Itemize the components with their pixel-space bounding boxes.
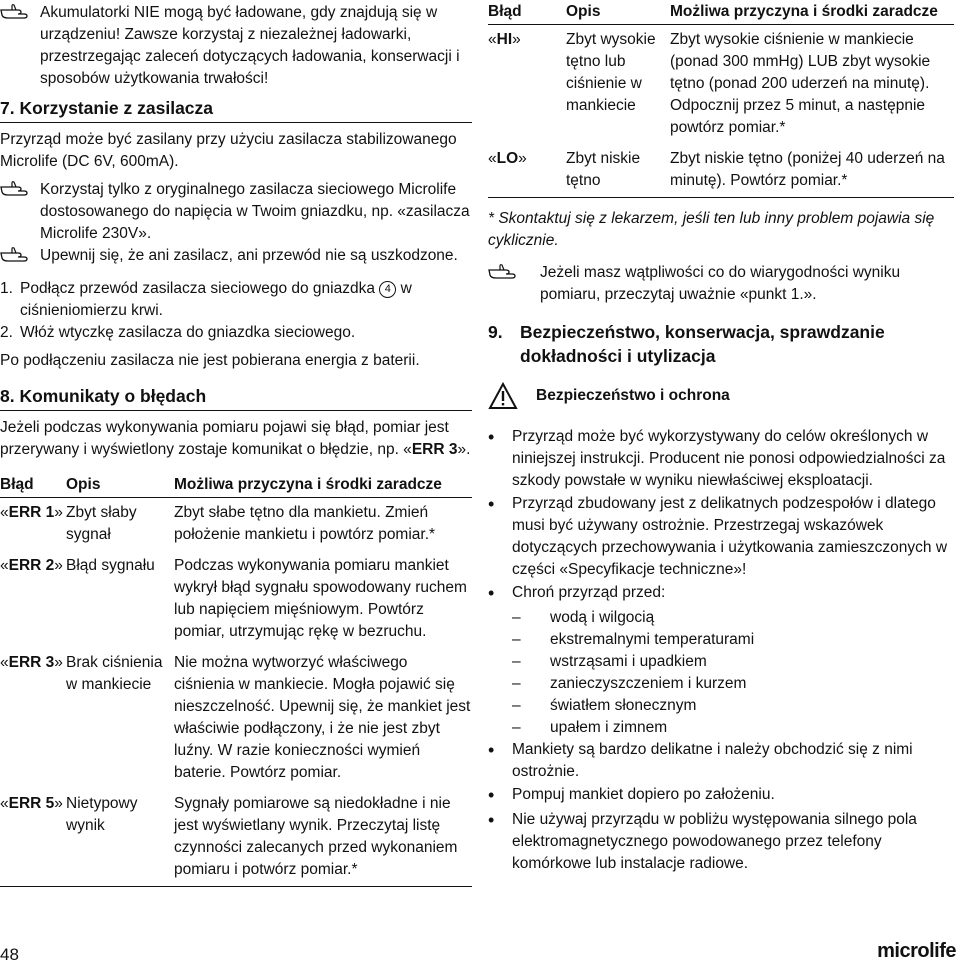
desc-cell: Zbyt słaby sygnał (66, 504, 137, 543)
bullet-icon (488, 809, 512, 875)
list-item-text: zanieczyszczeniem i kurzem (550, 675, 747, 692)
list-item-text: wstrząsami i upadkiem (550, 653, 707, 670)
column-header: Opis (566, 0, 670, 25)
bullet-icon (488, 426, 512, 492)
safety-title: Bezpieczeństwo i ochrona (536, 387, 730, 404)
cause-cell: Zbyt niskie tętno (poniżej 40 uderzeń na minutę). Powtórz pomiar.* (670, 144, 954, 198)
step-text: Włóż wtyczkę zasilacza do gniazdka sieciowego. (20, 324, 356, 341)
error-code-cell: «HI» (488, 31, 521, 48)
list-item-text: Przyrząd może być wykorzystywany do celów określonych w niniejszej instrukcji. Producent nie ponosi odpowiedzialności za szkody powstałe w wyniku niewłaściwej eksploatacji. (512, 428, 946, 489)
desc-cell: Brak ciśnienia w mankiecie (66, 654, 163, 693)
note-text: Akumulatorki NIE mogą być ładowane, gdy znajdują się w urządzeniu! Zawsze korzystaj z niezależnej ładowarki, przestrzegając zaleceń dotyczących ładowania, konserwacji i sposobów użytkowania trwałości! (40, 4, 460, 87)
error-code-cell: «ERR 5» (0, 789, 66, 887)
desc-cell: Zbyt wysokie tętno lub ciśnienie w mankiecie (566, 31, 656, 114)
list-item-text: światłem słonecznym (550, 697, 697, 714)
column-header: Błąd (488, 0, 566, 25)
error-code-cell: «ERR 1» (0, 504, 63, 521)
list-item (488, 739, 954, 783)
column-header: Możliwa przyczyna i środki zaradcze (174, 473, 472, 498)
bullet-icon (488, 739, 512, 783)
cause-cell: Zbyt słabe tętno dla mankietu. Zmień położenie mankietu i powtórz pomiar.* (174, 504, 436, 543)
list-item-text: upałem i zimnem (550, 719, 668, 736)
list-item (488, 582, 954, 606)
safety-list (488, 426, 954, 606)
section-7-intro: Przyrząd może być zasilany przy użyciu zasilacza stabilizowanego Microlife (DC 6V, 600mA). (0, 131, 457, 170)
left-column (0, 0, 472, 887)
section-7-heading (0, 96, 472, 123)
list-item (488, 426, 954, 492)
pointing-hand-icon (0, 245, 40, 272)
warning-icon (488, 382, 518, 410)
table-row (0, 551, 472, 648)
note-batteries (0, 2, 472, 90)
error-code-cell: «LO» (488, 144, 566, 198)
desc-cell: Nietypowy wynik (66, 789, 174, 887)
note-doubt (488, 262, 954, 306)
note-original-adapter (0, 179, 472, 245)
note-check-damage (0, 245, 472, 272)
list-item (0, 278, 472, 322)
error-code: ERR 2 (8, 557, 55, 574)
list-item: – światłem słonecznym (512, 695, 954, 717)
bullet-icon (488, 784, 512, 808)
step-text-b: w ciśnieniomierzu krwi. (20, 280, 412, 319)
error-table-continued (488, 0, 954, 198)
list-item: – ekstremalnymi temperaturami (512, 629, 954, 651)
bullet-icon (488, 582, 512, 606)
list-item (488, 809, 954, 875)
column-header: Opis (66, 473, 174, 498)
list-item-text: Mankiety są bardzo delikatne i należy obchodzić się z nimi ostrożnie. (512, 741, 913, 780)
safety-list-continued (488, 739, 954, 875)
note-text: Jeżeli masz wątpliwości co do wiarygodności wyniku pomiaru, przeczytaj uważnie «punkt 1.». (540, 264, 901, 303)
section-title: 8. Komunikaty o błędach (0, 386, 207, 406)
error-code: ERR 5 (8, 795, 55, 812)
cause-cell: Podczas wykonywania pomiaru mankiet wykrył błąd sygnału spowodowany ruchem lub napięciem mięśniowym. Powtórz pomiar, utrzymując rękę w bezruchu. (174, 557, 467, 640)
intro-text-end: ». (457, 441, 471, 458)
protect-list (512, 607, 954, 739)
list-item (488, 493, 954, 581)
error-code: LO (496, 150, 519, 167)
list-item: – wstrząsami i upadkiem (512, 651, 954, 673)
desc-cell: Zbyt niskie tętno (566, 144, 670, 198)
error-table (0, 473, 472, 887)
section-title: Bezpieczeństwo, konserwacja, sprawdzanie dokładności i utylizacja (520, 322, 885, 366)
error-code: ERR 1 (8, 504, 55, 521)
error-code-cell: «ERR 3» (0, 654, 63, 671)
table-row (0, 498, 472, 552)
circled-number: 4 (379, 281, 396, 298)
list-item: – wodą i wilgocią (512, 607, 954, 629)
step-text (20, 278, 472, 322)
footnote: * Skontaktuj się z lekarzem, jeśli ten lub inny problem pojawia się cyklicznie. (488, 210, 935, 249)
error-code-cell: «ERR 2» (0, 557, 63, 574)
cause-cell: Sygnały pomiarowe są niedokładne i nie jest wyświetlany wynik. Przeczytaj listę czynności zalecanych przed wykonaniem pomiaru i potwórz pomiar.* (174, 789, 472, 887)
list-item-text: Nie używaj przyrządu w pobliżu występowania silnego pola elektromagnetycznego powodowanego przez telefony komórkowe lub instalacje radiowe. (512, 811, 917, 872)
step-number: 2. (0, 324, 13, 341)
list-item: – zanieczyszczeniem i kurzem (512, 673, 954, 695)
table-row (0, 789, 472, 887)
error-code: ERR 3 (8, 654, 55, 671)
list-item-text: Pompuj mankiet dopiero po założeniu. (512, 786, 775, 803)
safety-heading (488, 382, 954, 410)
list-item (0, 322, 472, 344)
section-title: 7. Korzystanie z zasilacza (0, 98, 214, 118)
error-code: ERR 3 (411, 441, 458, 458)
page-number: 48 (0, 945, 19, 964)
section-8-intro (0, 417, 472, 461)
right-column (488, 0, 954, 876)
steps-list (0, 278, 472, 344)
list-item-text: wodą i wilgocią (550, 609, 655, 626)
bullet-icon (488, 493, 512, 581)
pointing-hand-icon (488, 262, 540, 306)
table-row (488, 144, 954, 198)
note-text: Upewnij się, że ani zasilacz, ani przewód nie są uszkodzone. (40, 247, 458, 264)
cause-cell: Zbyt wysokie ciśnienie w mankiecie (ponad 300 mmHg) LUB zbyt wysokie tętno (ponad 200 uderzeń na minutę). Odpocznij przez 5 minut, a następnie powtórz pomiar.* (670, 31, 931, 136)
pointing-hand-icon (0, 179, 40, 245)
list-item (488, 784, 954, 808)
section-number: 9. (488, 322, 503, 342)
desc-cell: Błąd sygnału (66, 557, 155, 574)
section-7-outro: Po podłączeniu zasilacza nie jest pobierana energia z baterii. (0, 352, 420, 369)
step-number: 1. (0, 280, 13, 297)
microlife-logo: microlife (877, 940, 956, 962)
pointing-hand-icon (0, 2, 40, 90)
section-9-heading (488, 320, 954, 368)
list-item: – upałem i zimnem (512, 717, 954, 739)
note-text: Korzystaj tylko z oryginalnego zasilacza sieciowego Microlife dostosowanego do napięcia w Twoim gniazdku, np. «zasilacza Microlife 230V». (40, 181, 470, 242)
table-row (488, 25, 954, 145)
intro-text: Jeżeli podczas wykonywania pomiaru pojawi się błąd, pomiar jest przerywany i wyświetlony zostaje komunikat o błędzie, np. « (0, 419, 449, 458)
section-8-heading (0, 384, 472, 411)
list-item-text: Przyrząd zbudowany jest z delikatnych podzespołów i dlatego musi być używany ostrożnie. Przestrzegaj wskazówek dotyczących przechowywania i użytkowania zamieszczonych w części «Specyfikacje techniczne»! (512, 495, 948, 578)
cause-cell: Nie można wytworzyć właściwego ciśnienia w mankiecie. Mogła pojawić się nieszczelność. Upewnij się, że mankiet jest właściwie podłączony, i że nie jest zbyt luźny. W razie konieczności wymień baterie. Powtórz pomiar. (174, 654, 471, 781)
column-header: Błąd (0, 473, 66, 498)
error-code: HI (496, 31, 513, 48)
list-item-text: ekstremalnymi temperaturami (550, 631, 755, 648)
table-row (0, 648, 472, 789)
column-header: Możliwa przyczyna i środki zaradcze (670, 0, 954, 25)
list-item-text: Chroń przyrząd przed: (512, 584, 666, 601)
step-text-a: Podłącz przewód zasilacza sieciowego do gniazdka (20, 280, 375, 297)
